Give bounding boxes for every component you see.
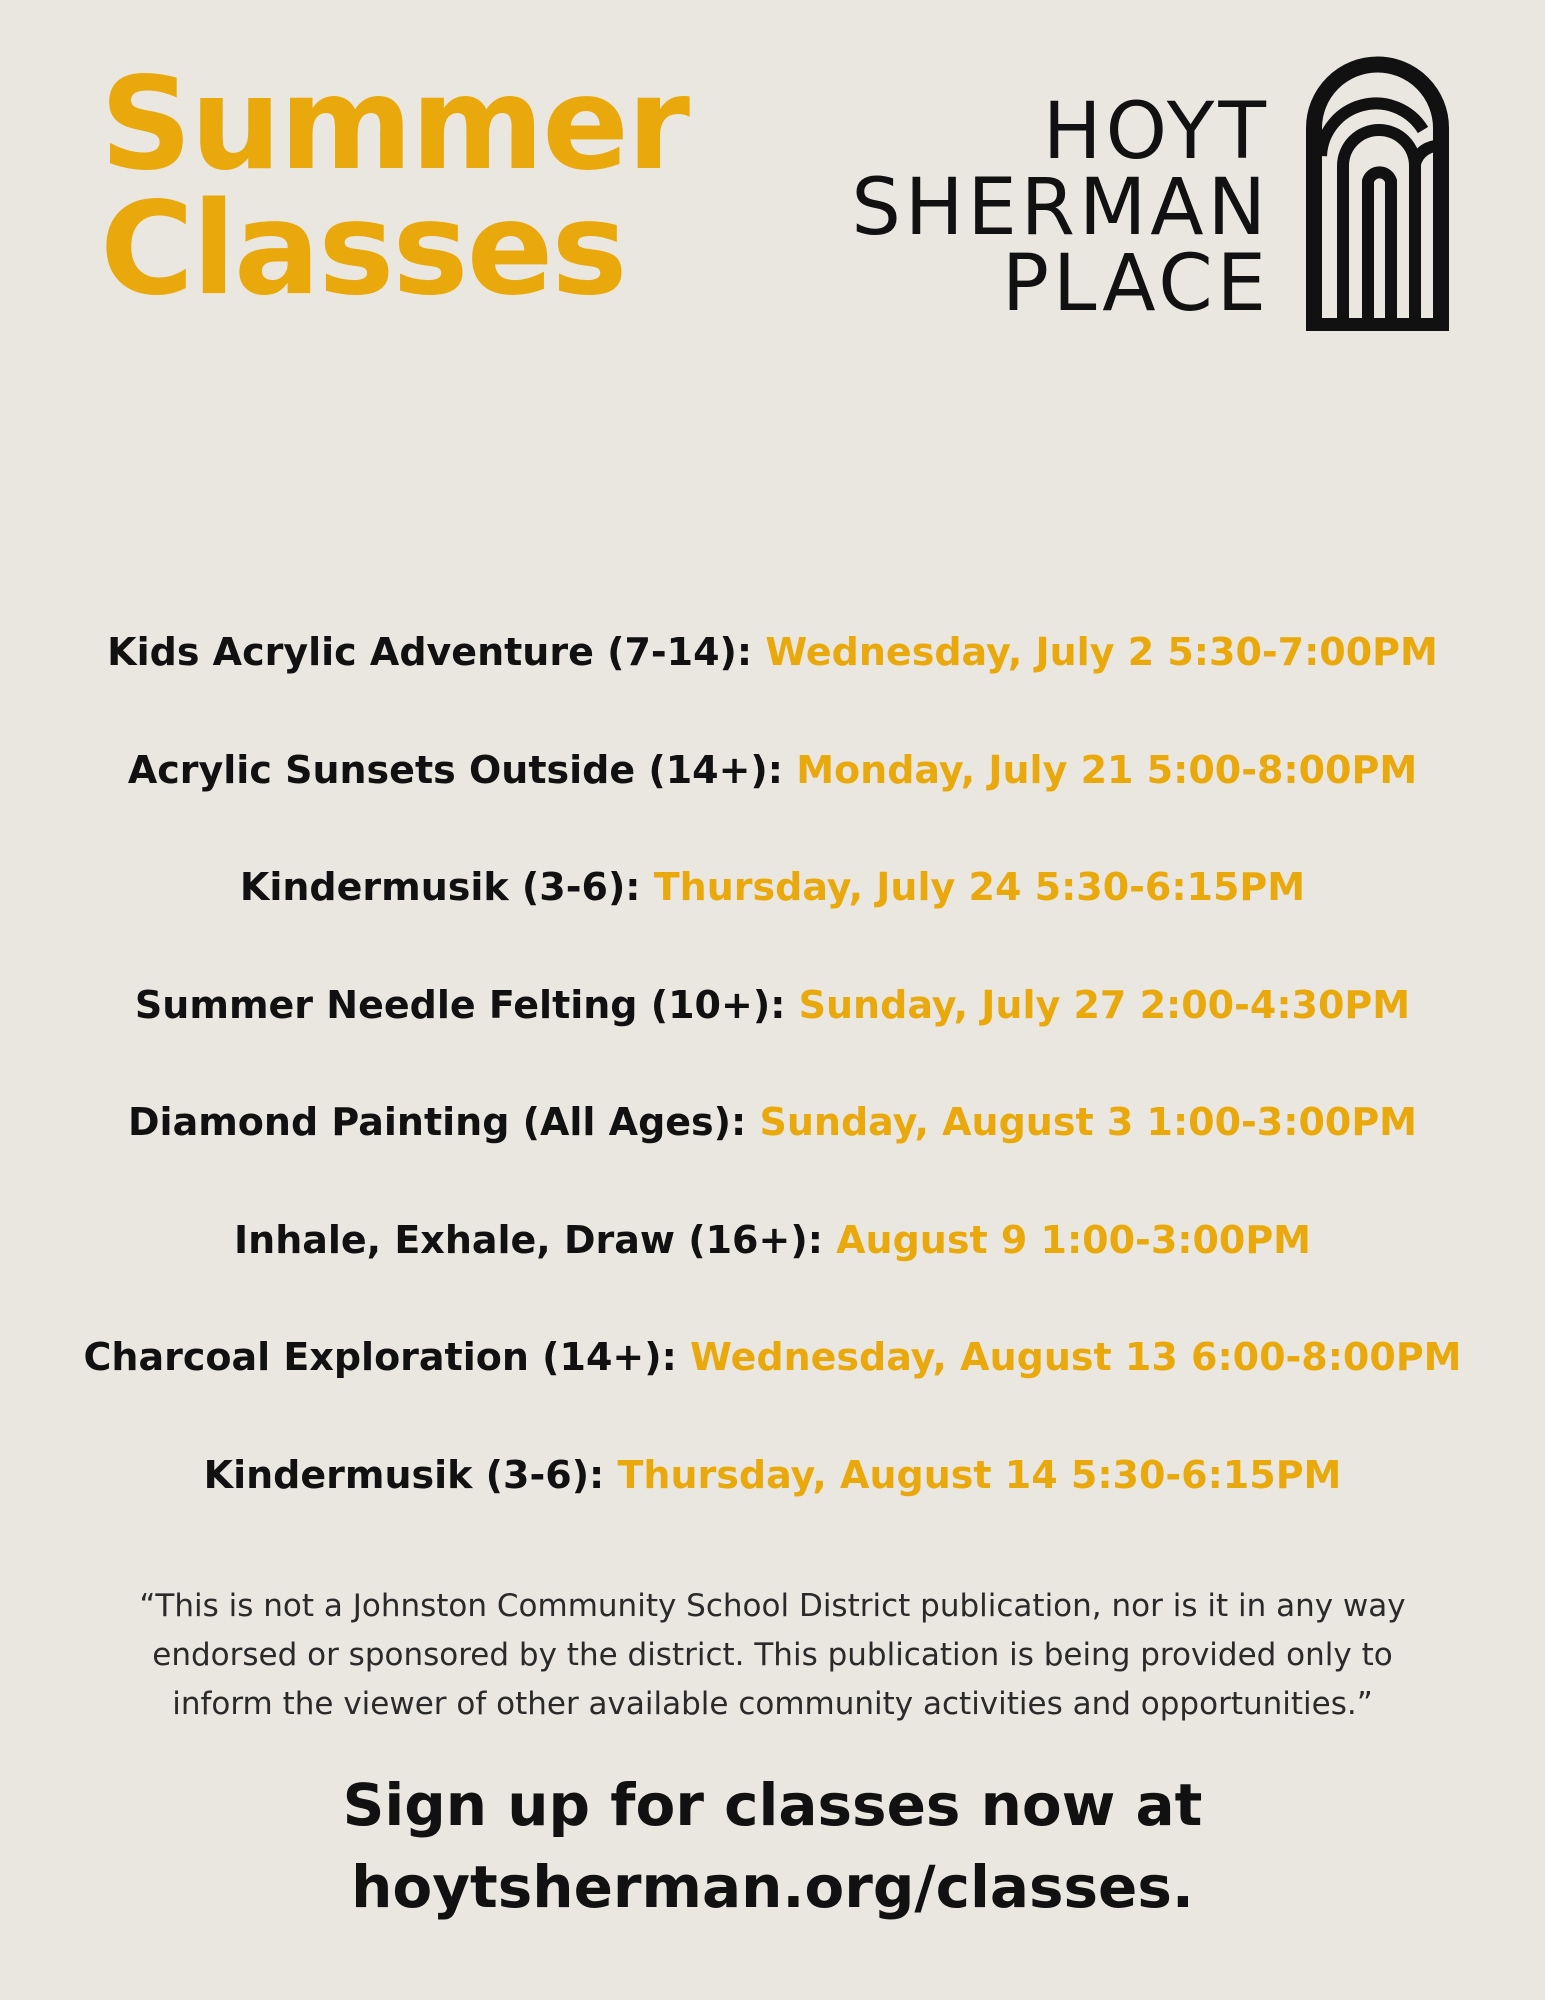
arch-icon	[1305, 56, 1450, 331]
title-line-2: Classes	[100, 175, 626, 324]
class-time: Wednesday, August 13 6:00-8:00PM	[690, 1335, 1462, 1379]
class-name: Kids Acrylic Adventure (7-14):	[107, 630, 753, 674]
disclaimer	[40, 1582, 1505, 1729]
list-item	[0, 740, 1545, 858]
class-time: August 9 1:00-3:00PM	[836, 1217, 1311, 1262]
class-name: Summer Needle Felting (10+):	[134, 982, 786, 1027]
list-item	[0, 975, 1545, 1093]
disclaimer-line-1: “This is not a Johnston Community School District publication, nor is it in any way	[139, 1588, 1406, 1624]
list-item	[0, 1327, 1545, 1445]
signup-url: hoytsherman.org/classes.	[351, 1853, 1194, 1921]
list-item	[0, 1092, 1545, 1210]
class-schedule-list	[0, 622, 1545, 1562]
signup-callout	[0, 1764, 1545, 1928]
list-item	[0, 1445, 1545, 1563]
class-time: Sunday, August 3 1:00-3:00PM	[759, 1100, 1417, 1144]
class-name: Acrylic Sunsets Outside (14+):	[127, 747, 783, 792]
logo-wordmark	[851, 87, 1270, 329]
class-name: Diamond Painting (All Ages):	[128, 1100, 747, 1144]
title-line-1: Summer	[100, 50, 688, 199]
list-item	[0, 857, 1545, 975]
disclaimer-line-2: endorsed or sponsored by the district. This publication is being provided only to	[152, 1637, 1393, 1673]
page-title	[100, 50, 688, 324]
list-item	[0, 622, 1545, 740]
class-time: Thursday, July 24 5:30-6:15PM	[653, 865, 1306, 909]
logo-line-2: SHERMAN	[851, 163, 1270, 253]
class-time: Sunday, July 27 2:00-4:30PM	[798, 982, 1411, 1027]
list-item	[0, 1210, 1545, 1328]
class-time: Wednesday, July 2 5:30-7:00PM	[765, 630, 1438, 674]
class-name: Charcoal Exploration (14+):	[83, 1335, 677, 1379]
class-time: Thursday, August 14 5:30-6:15PM	[617, 1452, 1342, 1497]
hoyt-sherman-logo	[851, 56, 1450, 336]
class-name: Inhale, Exhale, Draw (16+):	[234, 1217, 823, 1262]
logo-line-1: HOYT	[1042, 87, 1270, 177]
class-name: Kindermusik (3-6):	[203, 1452, 605, 1497]
class-time: Monday, July 21 5:00-8:00PM	[796, 747, 1418, 792]
signup-line-1: Sign up for classes now at	[342, 1771, 1203, 1839]
logo-line-3: PLACE	[1001, 239, 1270, 329]
disclaimer-line-3: inform the viewer of other available community activities and opportunities.”	[172, 1686, 1373, 1722]
class-name: Kindermusik (3-6):	[239, 865, 641, 909]
